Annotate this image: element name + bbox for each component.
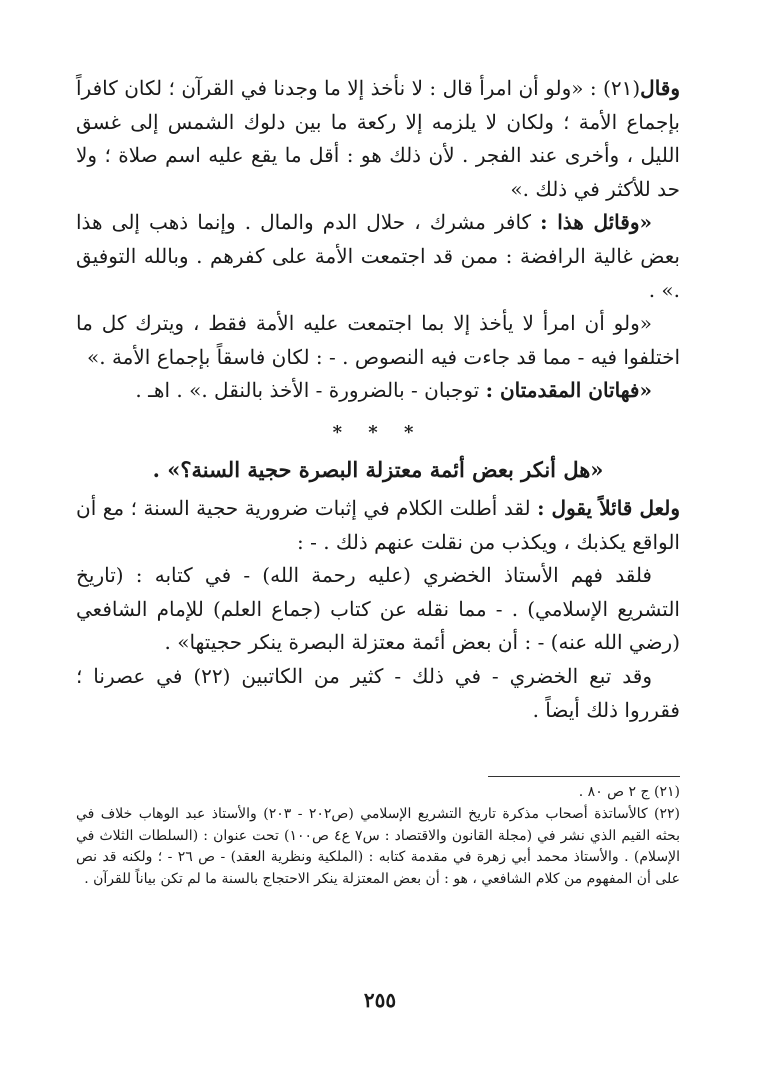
section-heading: «هل أنكر بعض أئمة معتزلة البصرة حجية السنة؟» . [152,456,604,482]
section-separator: * * * [332,421,424,443]
paragraph-text: فلقد فهم الأستاذ الخضري (عليه رحمة الله) - في كتابه : (تاريخ التشريع الإسلامي) . - مما نقله عن كتاب (جماع العلم) للإمام الشافعي (رضي الله عنه) - : أن بعض أئمة معتزلة البصرة ينكر حجيتها» . [76,563,680,655]
body-text [76,72,680,727]
page-number: ٢٥٥ [363,988,397,1012]
paragraph-6 [76,559,680,660]
paragraph-text: لقد أطلت الكلام في إثبات ضرورية حجية السنة ؛ مع أن الواقع يكذبك ، ويكذب من نقلت عنهم ذلك . - : [76,495,680,554]
paragraph-text: وقد تبع الخضري - في ذلك - كثير من الكاتبين (٢٢) في عصرنا ؛ فقرروا ذلك أيضاً . [76,663,680,722]
paragraph-text: «ولو أن امرأ لا يأخذ إلا بما اجتمعت عليه الأمة فقط ، ويترك كل ما اختلفوا فيه - مما قد جاءت فيه النصوص . - : لكان فاسقاً بإجماع الأمة .» [76,311,680,369]
paragraph-text: توجبان - بالضرورة - الأخذ بالنقل .» . اهـ . [135,378,486,403]
paragraph-7 [76,660,680,727]
lead-phrase: وقال [640,76,680,100]
lead-phrase: «وقائل هذا : [540,210,652,235]
paragraph-2 [76,206,680,307]
paragraph-text: كافر مشرك ، حلال الدم والمال . وإنما ذهب إلى هذا بعض غالية الرافضة : ممن قد اجتمعت الأمة على كفرهم . وبالله التوفيق .» . [76,210,680,302]
paragraph-text: (٢١) : «ولو أن امرأ قال : لا نأخذ إلا ما وجدنا في القرآن ؛ لكان كافراً بإجماع الأمة ؛ ولكان لا يلزمه إلا ركعة ما بين دلوك الشمس إلى غسق الليل ، وأخرى عند الفجر . لأن ذلك هو : أقل ما يقع عليه اسم صلاة ؛ ولا حد للأكثر في ذلك .» [76,76,680,201]
paragraph-4 [76,374,680,408]
footnotes [76,782,680,891]
paragraph-3 [76,307,680,374]
footnote-item: (٢٢) كالأساتذة أصحاب مذكرة تاريخ التشريع الإسلامي (ص٢٠٢ - ٢٠٣) والأستاذ عبد الوهاب خلاف في بحثه القيم الذي نشر في (مجلة القانون والاقتصاد : س٧ ع٤ ص١٠٠) تحت عنوان : (السلطات الثلاث في الإسلام) . والأستاذ محمد أبي زهرة في مقدمة كتابه : (الملكية ونظرية العقد) - ص ٢٦ - ؛ ولكنه قد نص على أن المفهوم من كلام الشافعي ، هو : أن بعض المعتزلة ينكر الاحتجاج بالسنة ما لم تكن بياناً للقرآن . [76,805,681,888]
footnote-divider [488,776,680,777]
paragraph-5 [76,492,680,559]
paragraph-1 [76,72,680,206]
lead-phrase: ولعل قائلاً يقول : [537,495,680,520]
lead-phrase: «فهاتان المقدمتان : [485,378,652,403]
footnote-item: (٢١) ج ٢ ص ٨٠ . [578,784,680,800]
